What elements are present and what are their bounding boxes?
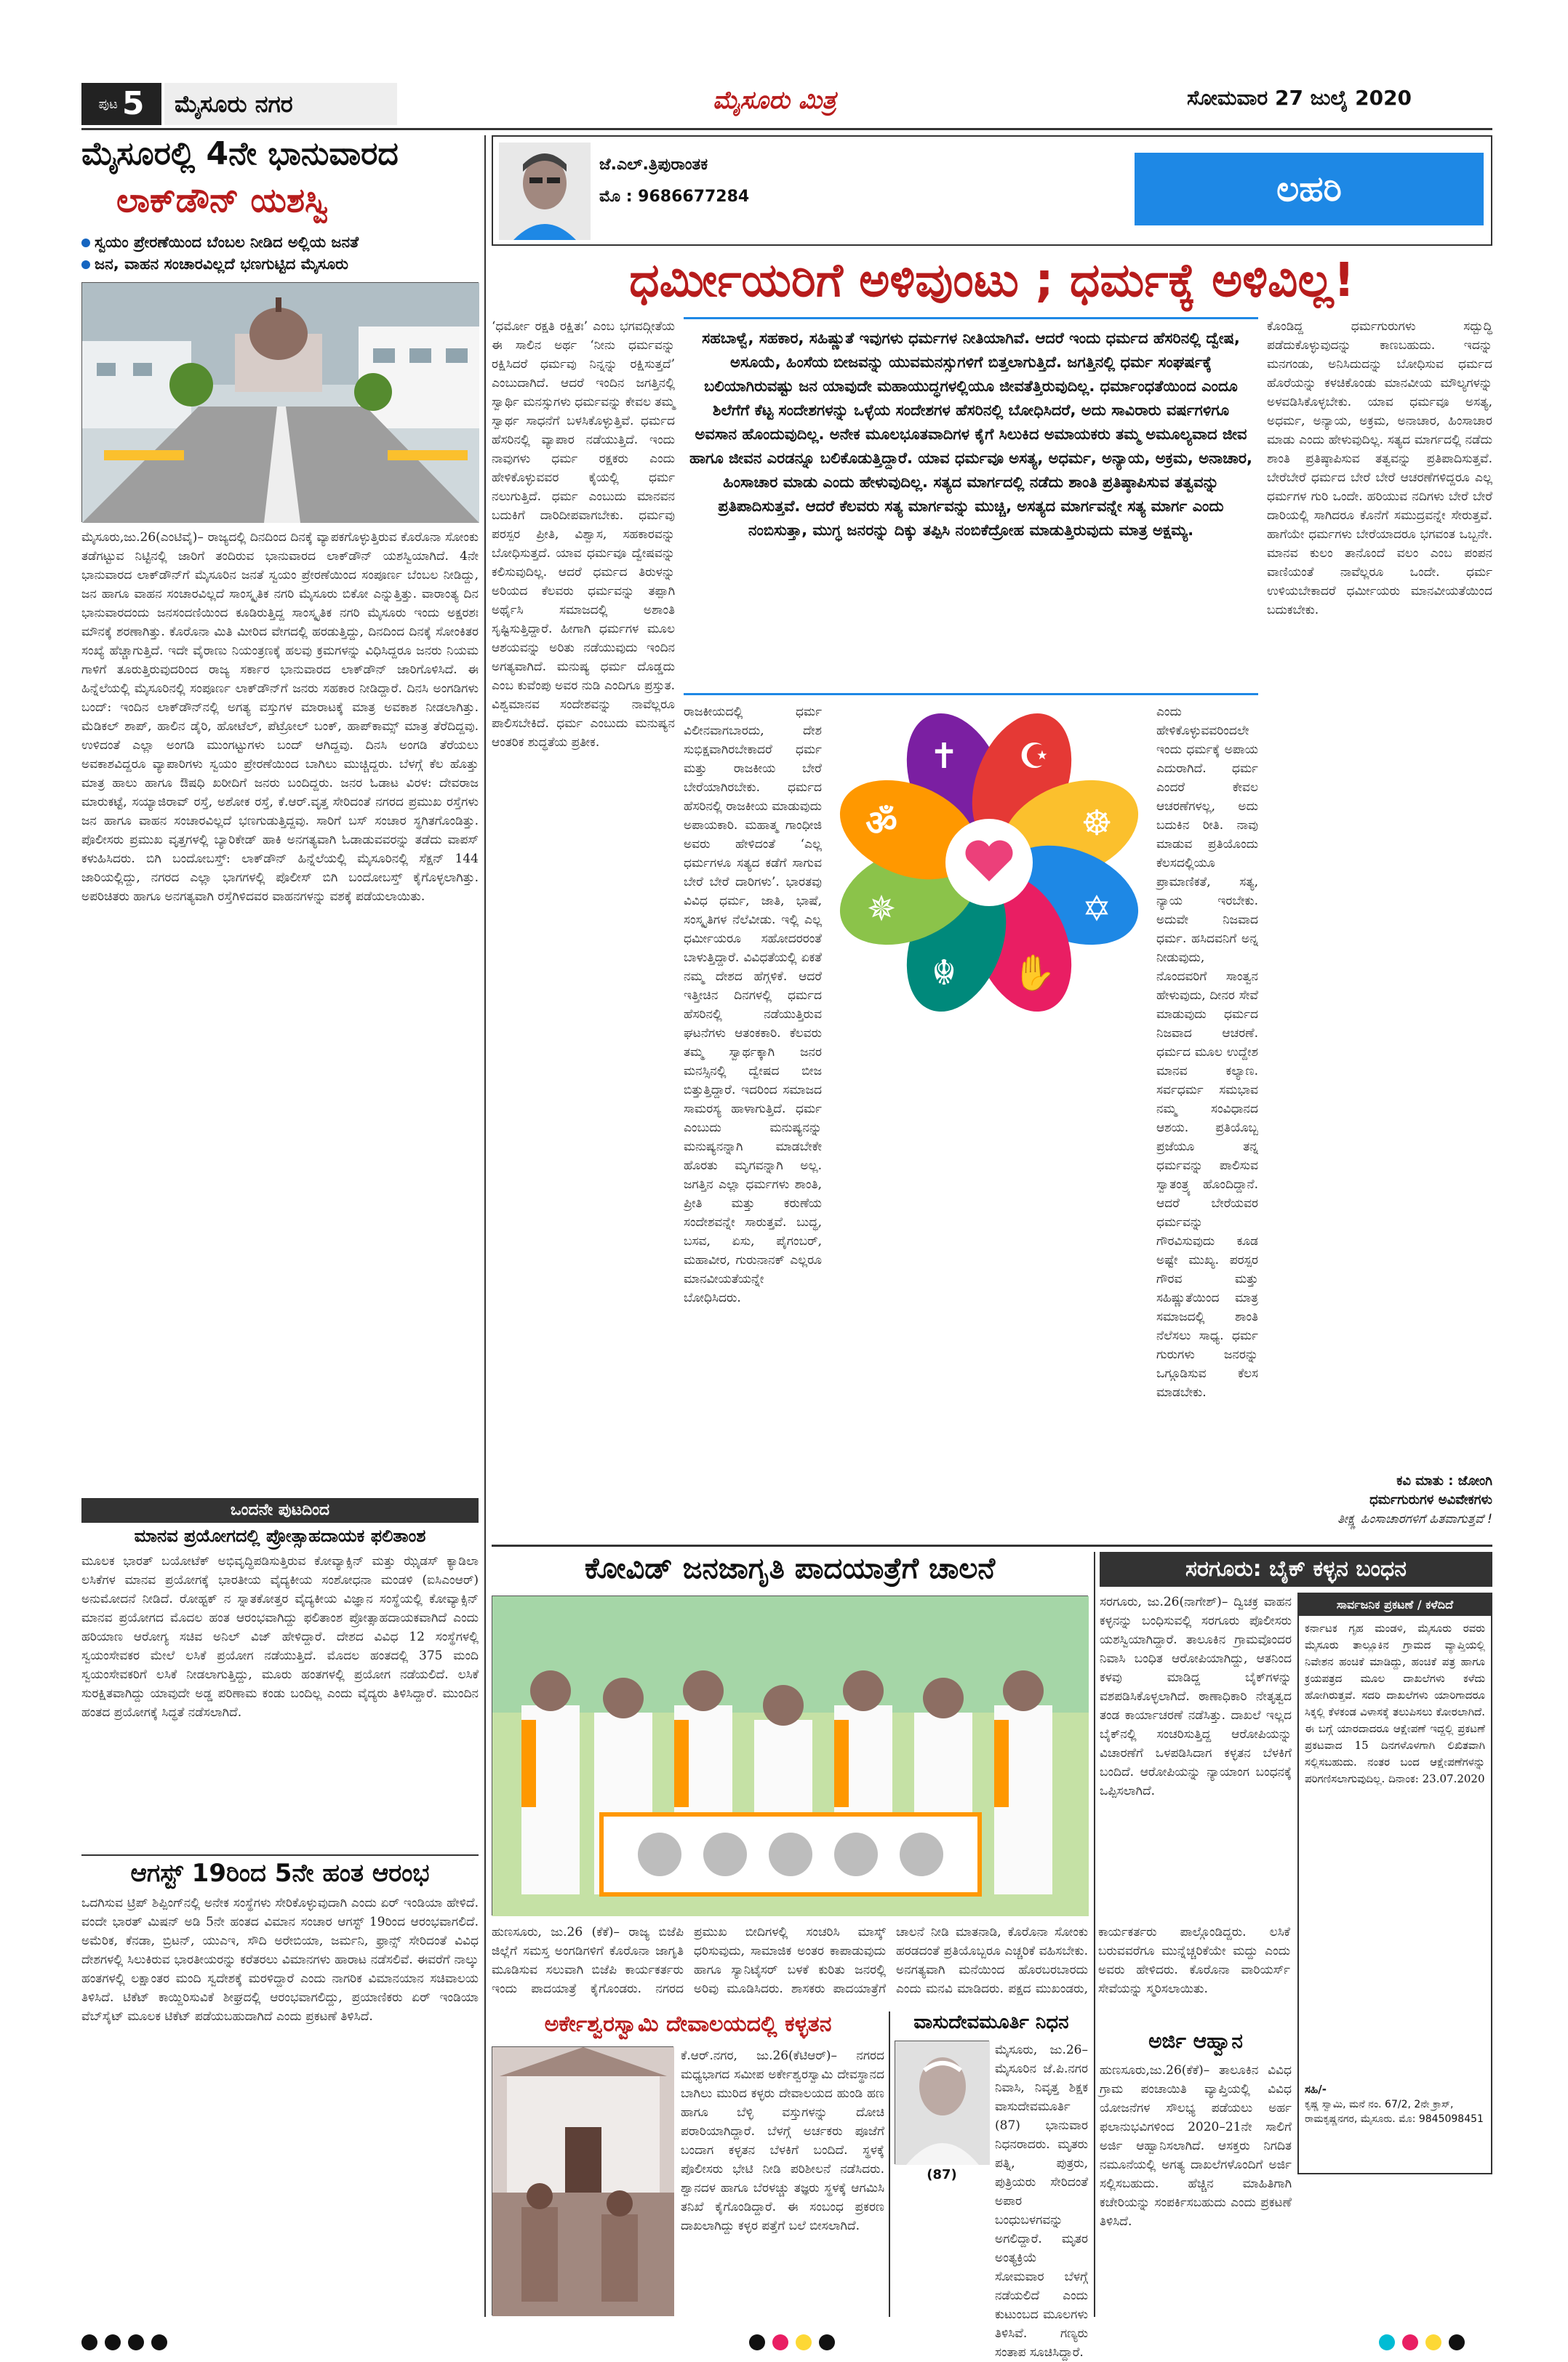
registration-dot-black-1 (81, 2334, 97, 2350)
bullet-dot-icon (81, 260, 90, 269)
lahari-bottom-rule (492, 1545, 1492, 1547)
svg-text:ॐ: ॐ (865, 803, 897, 844)
svg-text:☬: ☬ (931, 953, 957, 993)
registration-dot-yellow (796, 2334, 812, 2350)
flights-headline: ಆಗಸ್ಟ್ 19ರಿಂದ 5ನೇ ಹಂತ ಆರಂಭ (130, 1859, 430, 1888)
obituary-headline: ವಾಸುದೇವಮೂರ್ತಿ ನಿಧನ (913, 2011, 1069, 2033)
lead-bullet-1: ಸ್ವಯಂ ಪ್ರೇರಣೆಯಿಂದ ಬೆಂಬಲ ನೀಡಿದ ಅಲ್ಲಿಯ ಜನತೆ (81, 231, 479, 253)
svg-text:☸: ☸ (1081, 803, 1113, 844)
lahari-headline: ಧರ್ಮೀಯರಿಗೆ ಅಳಿವುಂಟು ; ಧರ್ಮಕ್ಕೆ ಅಳಿವಿಲ್ಲ! (629, 254, 1355, 308)
author-avatar (499, 143, 591, 240)
registration-dot-magenta (772, 2334, 788, 2350)
flashback-rule (81, 1854, 479, 1856)
lead-bullets (81, 231, 479, 275)
lahari-column-tab (1135, 153, 1484, 225)
bottom-right-divider (1094, 1552, 1095, 2317)
svg-text:✋: ✋ (1012, 953, 1056, 993)
flashback-body: ಮೂಲಕ ಭಾರತ್ ಬಯೋಟೆಕ್ ಅಭಿವೃದ್ಧಿಪಡಿಸುತ್ತಿರುವ ಕೋವ್ಯಾಕ್ಸಿನ್ ಮತ್ತು ಝೈಡಸ್ ಕ್ಯಾಡಿಲಾ ಲಸಿಕೆಗಳ ಮಾನವ ಪ್ರಯೋಗಕ್ಕೆ ಭಾರತೀಯ ವೈದ್ಯಕೀಯ ಸಂಶೋಧನಾ ಮಂಡಳಿ (ಐಸಿಎಂಆರ್) ಅನುಮೋದನೆ ನೀಡಿದೆ. ರೋಹ್ಟಕ್ ನ ಸ್ನಾತಕೋತ್ತರ ವೈದ್ಯಕೀಯ ವಿಜ್ಞಾನ ಸಂಸ್ಥೆಯಲ್ಲಿ ಕೋವ್ಯಾಕ್ಸಿನ್ ಮಾನವ ಪ್ರಯೋಗದ ಮೊದಲ ಹಂತ ಆರಂಭವಾಗಿದ್ದು ಫಲಿತಾಂಶ ಪ್ರೋತ್ಸಾಹದಾಯಕವಾಗಿದೆ ಎಂದು ಹರಿಯಾಣ ಆರೋಗ್ಯ ಸಚಿವ ಅನಿಲ್ ವಿಜ್ ಹೇಳಿದ್ದಾರೆ. ದೇಶದ ವಿವಿಧ 12 ಸಂಸ್ಥೆಗಳಲ್ಲಿ ಸ್ವಯಂಸೇವಕರ ಮೇಲೆ ಲಸಿಕೆ ಪ್ರಯೋಗ ನಡೆಯುತ್ತಿದೆ. ಮೊದಲ ಹಂತದಲ್ಲಿ 375 ಮಂದಿ ಸ್ವಯಂಸೇವಕರಿಗೆ ಲಸಿಕೆ ನೀಡಲಾಗುತ್ತಿದ್ದು, ಮೂರು ಹಂತಗಳಲ್ಲಿ ಪ್ರಯೋಗ ನಡೆಯಲಿದೆ. ಲಸಿಕೆ ಸುರಕ್ಷಿತವಾಗಿದ್ದು ಯಾವುದೇ ಅಡ್ಡ ಪರಿಣಾಮ ಕಂಡು ಬಂದಿಲ್ಲ ಎಂದು ವೈದ್ಯರು ತಿಳಿಸಿದ್ದಾರೆ. ಮುಂದಿನ ಹಂತದ ಪ್ರಯೋಗಕ್ಕೆ ಸಿದ್ಧತೆ ನಡೆಸಲಾಗಿದೆ. (81, 1554, 479, 1720)
section-title: ಮೈಸೂರು ನಗರ (175, 89, 293, 118)
public-notice-title: ಸಾರ್ವಜನಿಕ ಪ್ರಕಟಣೆ / ಕಳೆದಿದೆ (1299, 1594, 1491, 1616)
public-notice-address: ಕೃಷ್ಣ ಸ್ವಾಮಿ, ಮನೆ ನಂ. 67/2, 2ನೇ ಕ್ರಾಸ್, ರಾಮಕೃಷ್ಣನಗರ, ಮೈಸೂರು. ಮೊ: 9845098451 (1305, 2099, 1484, 2125)
lead-headline-2: ಲಾಕ್‌ಡೌನ್ ಯಶಸ್ವಿ (116, 180, 329, 220)
lahari-footer-name: ಕವಿ ಮಾತು : ಜೋಂಗಿ (1396, 1473, 1492, 1489)
notice-body: ಹುಣಸೂರು,ಜು.26(ಕೆಕೆ)– ತಾಲೂಕಿನ ವಿವಿಧ ಗ್ರಾಮ ಪಂಚಾಯಿತಿ ವ್ಯಾಪ್ತಿಯಲ್ಲಿ ವಿವಿಧ ಯೋಜನೆಗಳ ಸೌಲಭ್ಯ ಪಡೆಯಲು ಅರ್ಹ ಫಲಾನುಭವಿಗಳಿಂದ 2020–21ನೇ ಸಾಲಿಗೆ ಅರ್ಜಿ ಆಹ್ವಾನಿಸಲಾಗಿದೆ. ಆಸಕ್ತರು ನಿಗದಿತ ನಮೂನೆಯಲ್ಲಿ ಅಗತ್ಯ ದಾಖಲೆಗಳೊಂದಿಗೆ ಅರ್ಜಿ ಸಲ್ಲಿಸಬಹುದು. ಹೆಚ್ಚಿನ ಮಾಹಿತಿಗಾಗಿ ಕಚೇರಿಯನ್ನು ಸಂಪರ್ಕಿಸಬಹುದು ಎಂದು ಪ್ರಕಟಣೆ ತಿಳಿಸಿದೆ. (1100, 2063, 1292, 2229)
left-column-divider (484, 135, 486, 2317)
flashback-headline: ಮಾನವ ಪ್ರಯೋಗದಲ್ಲಿ ಪ್ರೋತ್ಸಾಹದಾಯಕ ಫಲಿತಾಂಶ (134, 1526, 426, 1546)
author-photo (499, 143, 591, 240)
lead-headline-1: ಮೈಸೂರಲ್ಲಿ 4ನೇ ಭಾನುವಾರದ (81, 135, 399, 172)
section-title-box (164, 83, 397, 125)
public-notice-signature: ಸಹಿ/- (1305, 2083, 1327, 2096)
lahari-column-c: ಎಂದು ಹೇಳಿಕೊಳ್ಳುವವರಿಂದಲೇ ಇಂದು ಧರ್ಮಕ್ಕೆ ಅಪಾಯ ಎದುರಾಗಿದೆ. ಧರ್ಮ ಎಂದರೆ ಕೇವಲ ಆಚರಣೆಗಳಲ್ಲ, ಅದು ಬದುಕಿನ ರೀತಿ. ನಾವು ಮಾಡುವ ಪ್ರತಿಯೊಂದು ಕೆಲಸದಲ್ಲಿಯೂ ಪ್ರಾಮಾಣಿಕತೆ, ಸತ್ಯ, ನ್ಯಾಯ ಇರಬೇಕು. ಅದುವೇ ನಿಜವಾದ ಧರ್ಮ. ಹಸಿದವನಿಗೆ ಅನ್ನ ನೀಡುವುದು, ನೊಂದವರಿಗೆ ಸಾಂತ್ವನ ಹೇಳುವುದು, ದೀನರ ಸೇವೆ ಮಾಡುವುದು ಧರ್ಮದ ನಿಜವಾದ ಆಚರಣೆ. ಧರ್ಮದ ಮೂಲ ಉದ್ದೇಶ ಮಾನವ ಕಲ್ಯಾಣ. ಸರ್ವಧರ್ಮ ಸಮಭಾವ ನಮ್ಮ ಸಂವಿಧಾನದ ಆಶಯ. ಪ್ರತಿಯೊಬ್ಬ ಪ್ರಜೆಯೂ ತನ್ನ ಧರ್ಮವನ್ನು ಪಾಲಿಸುವ ಸ್ವಾತಂತ್ರ್ಯ ಹೊಂದಿದ್ದಾನೆ. ಆದರೆ ಬೇರೆಯವರ ಧರ್ಮವನ್ನು ಗೌರವಿಸುವುದು ಕೂಡ ಅಷ್ಟೇ ಮುಖ್ಯ. ಪರಸ್ಪರ ಗೌರವ ಮತ್ತು ಸಹಿಷ್ಣುತೆಯಿಂದ ಮಾತ್ರ ಸಮಾಜದಲ್ಲಿ ಶಾಂತಿ ನೆಲೆಸಲು ಸಾಧ್ಯ. ಧರ್ಮ ಗುರುಗಳು ಜನರನ್ನು ಒಗ್ಗೂಡಿಸುವ ಕೆಲಸ ಮಾಡಬೇಕು. (1156, 705, 1258, 1400)
interfaith-symbols-icon (829, 702, 1149, 1022)
temple-theft-body: ಕೆ.ಆರ್.ನಗರ, ಜು.26(ಕೆಟಿಆರ್)– ನಗರದ ಮಧ್ಯಭಾಗದ ಸಮೀಪ ಅರ್ಕೇಶ್ವರಸ್ವಾಮಿ ದೇವಸ್ಥಾನದ ಬಾಗಿಲು ಮುರಿದ ಕಳ್ಳರು ದೇವಾಲಯದ ಹುಂಡಿ ಹಣ ಹಾಗೂ ಬೆಳ್ಳಿ ವಸ್ತುಗಳನ್ನು ದೋಚಿ ಪರಾರಿಯಾಗಿದ್ದಾರೆ. ಬೆಳಗ್ಗೆ ಅರ್ಚಕರು ಪೂಜೆಗೆ ಬಂದಾಗ ಕಳ್ಳತನ ಬೆಳಕಿಗೆ ಬಂದಿದೆ. ಸ್ಥಳಕ್ಕೆ ಪೊಲೀಸರು ಭೇಟಿ ನೀಡಿ ಪರಿಶೀಲನೆ ನಡೆಸಿದರು. ಶ್ವಾನದಳ ಹಾಗೂ ಬೆರಳಚ್ಚು ತಜ್ಞರು ಸ್ಥಳಕ್ಕೆ ಆಗಮಿಸಿ ತನಿಖೆ ಕೈಗೊಂಡಿದ್ದಾರೆ. ಈ ಸಂಬಂಧ ಪ್ರಕರಣ ದಾಖಲಾಗಿದ್ದು ಕಳ್ಳರ ಪತ್ತೆಗೆ ಬಲೆ ಬೀಸಲಾಗಿದೆ. (681, 2049, 884, 2233)
lahari-column-b: ರಾಜಕೀಯದಲ್ಲಿ ಧರ್ಮ ವಿಲೀನವಾಗಬಾರದು, ದೇಶ ಸುಭಿಕ್ಷವಾಗಿರಬೇಕಾದರೆ ಧರ್ಮ ಮತ್ತು ರಾಜಕೀಯ ಬೇರೆ ಬೇರೆಯಾಗಿರಬೇಕು. ಧರ್ಮದ ಹೆಸರಿನಲ್ಲಿ ರಾಜಕೀಯ ಮಾಡುವುದು ಅಪಾಯಕಾರಿ. ಮಹಾತ್ಮ ಗಾಂಧೀಜಿ ಅವರು ಹೇಳಿದಂತೆ ‘ಎಲ್ಲ ಧರ್ಮಗಳೂ ಸತ್ಯದ ಕಡೆಗೆ ಸಾಗುವ ಬೇರೆ ಬೇರೆ ದಾರಿಗಳು’. ಭಾರತವು ವಿವಿಧ ಧರ್ಮ, ಜಾತಿ, ಭಾಷೆ, ಸಂಸ್ಕೃತಿಗಳ ನೆಲೆವೀಡು. ಇಲ್ಲಿ ಎಲ್ಲ ಧರ್ಮೀಯರೂ ಸಹೋದರರಂತೆ ಬಾಳುತ್ತಿದ್ದಾರೆ. ವಿವಿಧತೆಯಲ್ಲಿ ಏಕತೆ ನಮ್ಮ ದೇಶದ ಹೆಗ್ಗಳಿಕೆ. ಆದರೆ ಇತ್ತೀಚಿನ ದಿನಗಳಲ್ಲಿ ಧರ್ಮದ ಹೆಸರಿನಲ್ಲಿ ನಡೆಯುತ್ತಿರುವ ಘಟನೆಗಳು ಆತಂಕಕಾರಿ. ಕೆಲವರು ತಮ್ಮ ಸ್ವಾರ್ಥಕ್ಕಾಗಿ ಜನರ ಮನಸ್ಸಿನಲ್ಲಿ ದ್ವೇಷದ ಬೀಜ ಬಿತ್ತುತ್ತಿದ್ದಾರೆ. ಇದರಿಂದ ಸಮಾಜದ ಸಾಮರಸ್ಯ ಹಾಳಾಗುತ್ತಿದೆ. ಧರ್ಮ ಎಂಬುದು ಮನುಷ್ಯನನ್ನು ಮನುಷ್ಯನನ್ನಾಗಿ ಮಾಡಬೇಕೇ ಹೊರತು ಮೃಗವನ್ನಾಗಿ ಅಲ್ಲ. ಜಗತ್ತಿನ ಎಲ್ಲಾ ಧರ್ಮಗಳು ಶಾಂತಿ, ಪ್ರೀತಿ ಮತ್ತು ಕರುಣೆಯ ಸಂದೇಶವನ್ನೇ ಸಾರುತ್ತವೆ. ಬುದ್ಧ, ಬಸವ, ಏಸು, ಪೈಗಂಬರ್, ಮಹಾವೀರ, ಗುರುನಾನಕ್ ಎಲ್ಲರೂ ಮಾನವೀಯತೆಯನ್ನೇ ಬೋಧಿಸಿದರು. (684, 705, 822, 1305)
lahari-highlight-text: ಸಹಬಾಳ್ವೆ, ಸಹಕಾರ, ಸಹಿಷ್ಣುತೆ ಇವುಗಳು ಧರ್ಮಗಳ ನೀತಿಯಾಗಿವೆ. ಆದರೆ ಇಂದು ಧರ್ಮದ ಹೆಸರಿನಲ್ಲಿ ದ್ವೇಷ, ಅಸೂಯೆ, ಹಿಂಸೆಯ ಬೀಜವನ್ನು ಯುವಮನಸ್ಸುಗಳಿಗೆ ಬಿತ್ತಲಾಗುತ್ತಿದೆ. ಜಗತ್ತಿನಲ್ಲಿ ಧರ್ಮ ಸಂಘರ್ಷಕ್ಕೆ ಬಲಿಯಾಗಿರುವಷ್ಟು ಜನ ಯಾವುದೇ ಮಹಾಯುದ್ಧಗಳಲ್ಲಿಯೂ ಜೀವತೆತ್ತಿರುವುದಿಲ್ಲ. ಧರ್ಮಾಂಧತೆಯಿಂದ ಎಂದೂ ಶಿಲೆಗೆಗೆ ಕೆಟ್ಟ ಸಂದೇಶಗಳನ್ನು ಒಳ್ಳೆಯ ಸಂದೇಶಗಳ ಹೆಸರಿನಲ್ಲಿ ಬೋಧಿಸಿದರೆ, ಅದು ಸಾವಿರಾರು ವರ್ಷಗಳಿಗೂ ಅವಸಾನ ಹೊಂದುವುದಿಲ್ಲ. ಅನೇಕ ಮೂಲಭೂತವಾದಿಗಳ ಕೈಗೆ ಸಿಲುಕಿದ ಅಮಾಯಕರು ತಮ್ಮ ಅಮೂಲ್ಯವಾದ ಜೀವ ಹಾಗೂ ಜೀವನ ಎರಡನ್ನೂ ಬಲಿಕೊಡುತ್ತಿದ್ದಾರೆ. ಯಾವ ಧರ್ಮವೂ ಅಸತ್ಯ, ಅಧರ್ಮ, ಅನ್ಯಾಯ, ಅಕ್ರಮ, ಅನಾಚಾರ, ಹಿಂಸಾಚಾರ ಮಾಡು ಎಂದು ಹೇಳುವುದಿಲ್ಲ. ಸತ್ಯದ ಮಾರ್ಗದಲ್ಲಿ ನಡೆದು ಶಾಂತಿ ಪ್ರತಿಷ್ಠಾಪಿಸುವ ತತ್ವವನ್ನು ಪ್ರತಿಪಾದಿಸುತ್ತವೆ. ಆದರೆ ಕೆಲವರು ಸತ್ಯ ಮಾರ್ಗವನ್ನು ಮುಚ್ಚಿ, ಅಸತ್ಯದ ಮಾರ್ಗವನ್ನೇ ಸತ್ಯ ಮಾರ್ಗ ಎಂದು ನಂಬಿಸುತ್ತಾ, ಮುಗ್ಧ ಜನರನ್ನು ದಿಕ್ಕು ತಪ್ಪಿಸಿ ನಂಬಿಕೆದ್ರೋಹ ಮಾಡುತ್ತಿರುವುದು ಮಾತ್ರ ಅಕ್ಷಮ್ಯ. (689, 329, 1252, 539)
page-number-badge (81, 83, 161, 125)
obituary-portrait (895, 2041, 990, 2165)
registration-dot-black-4 (151, 2334, 167, 2350)
registration-dot-black-3 (128, 2334, 144, 2350)
bike-thief-body: ಸರಗೂರು, ಜು.26(ನಾಗೇಶ್)– ದ್ವಿಚಕ್ರ ವಾಹನ ಕಳ್ಳನನ್ನು ಬಂಧಿಸುವಲ್ಲಿ ಸರಗೂರು ಪೊಲೀಸರು ಯಶಸ್ವಿಯಾಗಿದ್ದಾರೆ. ತಾಲೂಕಿನ ಗ್ರಾಮವೊಂದರ ನಿವಾಸಿ ಬಂಧಿತ ಆರೋಪಿಯಾಗಿದ್ದು, ಆತನಿಂದ ಕಳವು ಮಾಡಿದ್ದ ಬೈಕ್‌ಗಳನ್ನು ವಶಪಡಿಸಿಕೊಳ್ಳಲಾಗಿದೆ. ಠಾಣಾಧಿಕಾರಿ ನೇತೃತ್ವದ ತಂಡ ಕಾರ್ಯಾಚರಣೆ ನಡೆಸಿತ್ತು. ದಾಖಲೆ ಇಲ್ಲದ ಬೈಕ್‌ನಲ್ಲಿ ಸಂಚರಿಸುತ್ತಿದ್ದ ಆರೋಪಿಯನ್ನು ವಿಚಾರಣೆಗೆ ಒಳಪಡಿಸಿದಾಗ ಕಳ್ಳತನ ಬೆಳಕಿಗೆ ಬಂದಿದೆ. ಆರೋಪಿಯನ್ನು ನ್ಯಾಯಾಂಗ ಬಂಧನಕ್ಕೆ ಒಪ್ಪಿಸಲಾಗಿದೆ. (1100, 1595, 1292, 1798)
registration-dot-cyan (1379, 2334, 1395, 2350)
page-label: ಪುಟ (98, 96, 118, 112)
temple-theft-headline: ಅರ್ಕೇಶ್ವರಸ್ವಾಮಿ ದೇವಾಲಯದಲ್ಲಿ ಕಳ್ಳತನ (544, 2011, 832, 2037)
lead-photo-empty-street (81, 282, 479, 522)
rally-crowd-illustration (492, 1596, 1089, 1916)
street-scene-illustration (82, 283, 479, 523)
obituary-body: ಮೈಸೂರು, ಜು.26– ಮೈಸೂರಿನ ಜೆ.ಪಿ.ನಗರ ನಿವಾಸಿ, ನಿವೃತ್ತ ಶಿಕ್ಷಕ ವಾಸುದೇವಮೂರ್ತಿ (87) ಭಾನುವಾರ ನಿಧನರಾದರು. ಮೃತರು ಪತ್ನಿ, ಪುತ್ರರು, ಪುತ್ರಿಯರು ಸೇರಿದಂತೆ ಅಪಾರ ಬಂಧುಬಳಗವನ್ನು ಅಗಲಿದ್ದಾರೆ. ಮೃತರ ಅಂತ್ಯಕ್ರಿಯೆ ಸೋಮವಾರ ಬೆಳಗ್ಗೆ ನಡೆಯಲಿದೆ ಎಂದು ಕುಟುಂಬದ ಮೂಲಗಳು ತಿಳಿಸಿವೆ. ಗಣ್ಯರು ಸಂತಾಪ ಸೂಚಿಸಿದ್ದಾರೆ. (995, 2043, 1088, 2360)
lead-bullet-2: ಜನ, ವಾಹನ ಸಂಚಾರವಿಲ್ಲದೆ ಭಣಗುಟ್ಟಿದ ಮೈಸೂರು (81, 253, 479, 275)
bike-thief-headline: ಸರಗೂರು: ಬೈಕ್ ಕಳ್ಳನ ಬಂಧನ (1100, 1552, 1492, 1587)
lahari-footer (1267, 1472, 1492, 1537)
svg-text:✝: ✝ (929, 736, 959, 777)
covid-rally-photo (492, 1596, 1088, 1915)
covid-rally-headline: ಕೋವಿಡ್ ಜನಜಾಗೃತಿ ಪಾದಯಾತ್ರೆಗೆ ಚಾಲನೆ (584, 1552, 996, 1585)
lead-body: ಮೈಸೂರು,ಜು.26(ಎಂಟಿವೈ)– ರಾಜ್ಯದಲ್ಲಿ ದಿನದಿಂದ ದಿನಕ್ಕೆ ವ್ಯಾಪಕಗೊಳ್ಳುತ್ತಿರುವ ಕೊರೊನಾ ಸೋಂಕು ತಡೆಗಟ್ಟುವ ನಿಟ್ಟಿನಲ್ಲಿ ಜಾರಿಗೆ ತಂದಿರುವ ಭಾನುವಾರದ ಲಾಕ್‌ಡೌನ್ ಯಶಸ್ವಿಯಾಗಿದೆ. 4ನೇ ಭಾನುವಾರದ ಲಾಕ್‌ಡೌನ್‌ಗೆ ಮೈಸೂರಿನ ಜನತೆ ಸ್ವಯಂ ಪ್ರೇರಣೆಯಿಂದ ಸಂಪೂರ್ಣ ಬೆಂಬಲ ನೀಡಿದ್ದು, ಜನ ಹಾಗೂ ವಾಹನ ಸಂಚಾರವಿಲ್ಲದೆ ಸಾಂಸ್ಕೃತಿಕ ನಗರಿ ಮೈಸೂರು ಬಿಕೋ ಎನ್ನುತ್ತಿತ್ತು. ವಾರಾಂತ್ಯ ದಿನ ಭಾನುವಾರದಂದು ಜನಸಂದಣಿಯಿಂದ ಕೂಡಿರುತ್ತಿದ್ದ ಸಾಂಸ್ಕೃತಿಕ ನಗರಿ ಮೈಸೂರು ಇಂದು ಅಕ್ಷರಶಃ ಮೌನಕ್ಕೆ ಶರಣಾಗಿತ್ತು. ಕೊರೊನಾ ಮಿತಿ ಮೀರಿದ ವೇಗದಲ್ಲಿ ಹರಡುತ್ತಿದ್ದು, ದಿನದಿಂದ ದಿನಕ್ಕೆ ಸೋಂಕಿತರ ಸಂಖ್ಯೆ ಹೆಚ್ಚಾಗುತ್ತಿದೆ. ಇದೇ ವೈರಾಣು ನಿಯಂತ್ರಣಕ್ಕೆ ಹಲವು ಕ್ರಮಗಳನ್ನು ವಿಧಿಸಿದ್ದರೂ ಜನರು ನಿಯಮ ಗಾಳಿಗೆ ತೂರುತ್ತಿರುವುದರಿಂದ ರಾಜ್ಯ ಸರ್ಕಾರ ಭಾನುವಾರದ ಲಾಕ್‌ಡೌನ್ ಜಾರಿಗೊಳಿಸಿದೆ. ಈ ಹಿನ್ನೆಲೆಯಲ್ಲಿ ಮೈಸೂರಿನಲ್ಲಿ ಸಂಪೂರ್ಣ ಲಾಕ್‌ಡೌನ್‌ಗೆ ಜನರು ಸಹಕಾರ ನೀಡಿದ್ದಾರೆ. ದಿನಸಿ ಅಂಗಡಿಗಳು ಬಂದ್: ಇಂದಿನ ಲಾಕ್‌ಡೌನ್‌ನಲ್ಲಿ ಅಗತ್ಯ ವಸ್ತುಗಳ ಮಾರಾಟಕ್ಕೆ ಮಾತ್ರ ಅವಕಾಶ ನೀಡಲಾಗಿತ್ತು. ಮೆಡಿಕಲ್ ಶಾಪ್, ಹಾಲಿನ ಡೈರಿ, ಹೋಟೆಲ್, ಪೆಟ್ರೋಲ್ ಬಂಕ್, ಹಾಪ್‌ಕಾಮ್ಸ್ ಮಾತ್ರ ತೆರೆದಿದ್ದವು. ಉಳಿದಂತೆ ಎಲ್ಲಾ ಅಂಗಡಿ ಮುಂಗಟ್ಟುಗಳು ಬಂದ್ ಆಗಿದ್ದವು. ದಿನಸಿ ಅಂಗಡಿ ತೆರೆಯಲು ಅವಕಾಶವಿದ್ದರೂ ವ್ಯಾಪಾರಿಗಳು ಸ್ವಯಂ ಪ್ರೇರಣೆಯಿಂದ ಬಾಗಿಲು ಮುಚ್ಚಿದ್ದರು. ಬೆಳಗ್ಗೆ ಕೆಲ ಹೊತ್ತು ಮಾತ್ರ ಹಾಲು ಹಾಗೂ ಔಷಧಿ ಖರೀದಿಗೆ ಜನರು ಬಂದಿದ್ದರು. ಜನರ ಓಡಾಟ ವಿರಳ: ದೇವರಾಜ ಮಾರುಕಟ್ಟೆ, ಸಯ್ಯಾಜಿರಾವ್ ರಸ್ತೆ, ಅಶೋಕ ರಸ್ತೆ, ಕೆ.ಆರ್.ವೃತ್ತ ಸೇರಿದಂತೆ ನಗರದ ಪ್ರಮುಖ ರಸ್ತೆಗಳು ಜನ ಹಾಗೂ ವಾಹನ ಸಂಚಾರವಿಲ್ಲದೆ ಭಣಗುಡುತ್ತಿದ್ದವು. ಸಾರಿಗೆ ಬಸ್ ಸಂಚಾರ ಸ್ಥಗಿತಗೊಂಡಿತ್ತು. ಪೊಲೀಸರು ಪ್ರಮುಖ ವೃತ್ತಗಳಲ್ಲಿ ಬ್ಯಾರಿಕೇಡ್ ಹಾಕಿ ಅನಗತ್ಯವಾಗಿ ಓಡಾಡುವವರನ್ನು ತಡೆದು ವಾಪಸ್ ಕಳುಹಿಸಿದರು. ಬಿಗಿ ಬಂದೋಬಸ್ತ್: ಲಾಕ್‌ಡೌನ್ ಹಿನ್ನೆಲೆಯಲ್ಲಿ ಮೈಸೂರಿನಲ್ಲಿ ಸೆಕ್ಷನ್ 144 ಜಾರಿಯಲ್ಲಿದ್ದು, ನಗರದ ಎಲ್ಲಾ ಭಾಗಗಳಲ್ಲಿ ಪೊಲೀಸ್ ಬಿಗಿ ಬಂದೋಬಸ್ತ್ ಕೈಗೊಳ್ಳಲಾಗಿತ್ತು. ಅಪರಿಚಿತರು ಹಾಗೂ ಅನಗತ್ಯವಾಗಿ ರಸ್ತೆಗಿಳಿದವರ ವಾಹನಗಳನ್ನು ವಶಕ್ಕೆ ಪಡೆಯಲಾಯಿತು. (81, 530, 479, 904)
registration-dot-magenta-2 (1402, 2334, 1418, 2350)
religions-flower-graphic (829, 702, 1149, 1022)
lahari-column-a: ‘ಧರ್ಮೋ ರಕ್ಷತಿ ರಕ್ಷಿತಃ’ ಎಂಬ ಭಗವದ್ಗೀತೆಯ ಈ ಸಾಲಿನ ಅರ್ಥ ‘ನೀನು ಧರ್ಮವನ್ನು ರಕ್ಷಿಸಿದರೆ ಧರ್ಮವು ನಿನ್ನನ್ನು ರಕ್ಷಿಸುತ್ತದೆ’ ಎಂಬುದಾಗಿದೆ. ಆದರೆ ಇಂದಿನ ಜಗತ್ತಿನಲ್ಲಿ ಸ್ವಾರ್ಥಿ ಮನಸ್ಸುಗಳು ಧರ್ಮವನ್ನು ಕೇವಲ ತಮ್ಮ ಸ್ವಾರ್ಥ ಸಾಧನೆಗೆ ಬಳಸಿಕೊಳ್ಳುತ್ತಿವೆ. ಧರ್ಮದ ಹೆಸರಿನಲ್ಲಿ ವ್ಯಾಪಾರ ನಡೆಯುತ್ತಿದೆ. ಇಂದು ನಾವುಗಳು ಧರ್ಮ ರಕ್ಷಕರು ಎಂದು ಹೇಳಿಕೊಳ್ಳುವವರ ಕೈಯಲ್ಲಿ ಧರ್ಮ ನಲುಗುತ್ತಿದೆ. ಧರ್ಮ ಎಂಬುದು ಮಾನವನ ಬದುಕಿಗೆ ದಾರಿದೀಪವಾಗಬೇಕು. ಧರ್ಮವು ಪರಸ್ಪರ ಪ್ರೀತಿ, ವಿಶ್ವಾಸ, ಸಹಕಾರವನ್ನು ಬೋಧಿಸುತ್ತದೆ. ಯಾವ ಧರ್ಮವೂ ದ್ವೇಷವನ್ನು ಕಲಿಸುವುದಿಲ್ಲ. ಆದರೆ ಧರ್ಮದ ತಿರುಳನ್ನು ಅರಿಯದ ಕೆಲವರು ಧರ್ಮವನ್ನು ತಪ್ಪಾಗಿ ಅರ್ಥೈಸಿ ಸಮಾಜದಲ್ಲಿ ಅಶಾಂತಿ ಸೃಷ್ಟಿಸುತ್ತಿದ್ದಾರೆ. ಹೀಗಾಗಿ ಧರ್ಮಗಳ ಮೂಲ ಆಶಯವನ್ನು ಅರಿತು ನಡೆಯುವುದು ಇಂದಿನ ಅಗತ್ಯವಾಗಿದೆ. ಮನುಷ್ಯ ಧರ್ಮ ದೊಡ್ಡದು ಎಂಬ ಕುವೆಂಪು ಅವರ ನುಡಿ ಎಂದಿಗೂ ಪ್ರಸ್ತುತ. ವಿಶ್ವಮಾನವ ಸಂದೇಶವನ್ನು ನಾವೆಲ್ಲರೂ ಪಾಲಿಸಬೇಕಿದೆ. ಧರ್ಮ ಎಂಬುದು ಮನುಷ್ಯನ ಆಂತರಿಕ ಶುದ್ಧತೆಯ ಪ್ರತೀಕ. (492, 319, 675, 750)
svg-text:✡: ✡ (1081, 889, 1112, 929)
author-phone: ಮೊ : 9686677284 (599, 188, 750, 206)
registration-dot-black-6 (819, 2334, 835, 2350)
lahari-column-name: ಲಹರಿ (1276, 168, 1342, 209)
bullet-dot-icon (81, 239, 90, 247)
masthead-rule (81, 128, 1492, 130)
flashback-label: ಒಂದನೇ ಪುಟದಿಂದ (81, 1498, 479, 1523)
public-notice-body: ಕರ್ನಾಟಕ ಗೃಹ ಮಂಡಳಿ, ಮೈಸೂರು ರವರು ಮೈಸೂರು ತಾಲ್ಲೂಕಿನ ಗ್ರಾಮದ ವ್ಯಾಪ್ತಿಯಲ್ಲಿ ನಿವೇಶನ ಹಂಚಿಕೆ ಮಾಡಿದ್ದು, ಹಂಚಿಕೆ ಪತ್ರ ಹಾಗೂ ಕ್ರಯಪತ್ರದ ಮೂಲ ದಾಖಲೆಗಳು ಕಳೆದು ಹೋಗಿರುತ್ತವೆ. ಸದರಿ ದಾಖಲೆಗಳು ಯಾರಿಗಾದರೂ ಸಿಕ್ಕಲ್ಲಿ ಕೆಳಕಂಡ ವಿಳಾಸಕ್ಕೆ ತಲುಪಿಸಲು ಕೋರಲಾಗಿದೆ. ಈ ಬಗ್ಗೆ ಯಾರದಾದರೂ ಆಕ್ಷೇಪಣೆ ಇದ್ದಲ್ಲಿ ಪ್ರಕಟಣೆ ಪ್ರಕಟವಾದ 15 ದಿನಗಳೊಳಗಾಗಿ ಲಿಖಿತವಾಗಿ ಸಲ್ಲಿಸಬಹುದು. ನಂತರ ಬಂದ ಆಕ್ಷೇಪಣೆಗಳನ್ನು ಪರಿಗಣಿಸಲಾಗುವುದಿಲ್ಲ. ದಿನಾಂಕ: 23.07.2020 (1305, 1622, 1485, 1785)
svg-text:✵: ✵ (866, 889, 897, 929)
svg-text:☪: ☪ (1018, 736, 1050, 777)
police-at-temple-illustration (492, 2047, 674, 2316)
obituary-age: (87) (927, 2167, 957, 2182)
registration-dot-black-2 (105, 2334, 121, 2350)
registration-dot-black-7 (1449, 2334, 1465, 2350)
lahari-footer-line1: ಧರ್ಮಗುರುಗಳ ಅವಿವೇಕಗಳು (1369, 1492, 1492, 1508)
issue-date: ಸೋಮವಾರ 27 ಜುಲೈ 2020 (1187, 86, 1412, 110)
paper-name: ಮೈಸೂರು ಮಿತ್ರ (713, 86, 836, 115)
lahari-footer-line2: ತೀಕ್ಷ್ಣ ಹಿಂಸಾಚಾರಗಳಿಗೆ ಹಿತವಾಗುತ್ತವೆ ! (1337, 1512, 1492, 1526)
lahari-highlight-box (684, 317, 1258, 695)
registration-dot-yellow-2 (1425, 2334, 1441, 2350)
obituary-divider (889, 2011, 890, 2317)
author-name: ಜೆ.ಎಲ್.ತ್ರಿಪುರಾಂತಕ (599, 156, 708, 174)
flights-body: ಒದಗಿಸುವ ಟ್ರಿಪ್ ಶಿಪ್ಪಿಂಗ್‌ನಲ್ಲಿ ಅನೇಕ ಸಂಸ್ಥೆಗಳು ಸೇರಿಕೊಳ್ಳುವುದಾಗಿ ಎಂದು ಏರ್ ಇಂಡಿಯಾ ಹೇಳಿದೆ. ವಂದೇ ಭಾರತ್ ಮಿಷನ್ ಅಡಿ 5ನೇ ಹಂತದ ವಿಮಾನ ಸಂಚಾರ ಆಗಸ್ಟ್ 19ರಿಂದ ಆರಂಭವಾಗಲಿದೆ. ಅಮೆರಿಕ, ಕೆನಡಾ, ಬ್ರಿಟನ್, ಯುಎಇ, ಸೌದಿ ಅರೇಬಿಯಾ, ಜರ್ಮನಿ, ಫ್ರಾನ್ಸ್ ಸೇರಿದಂತೆ ವಿವಿಧ ದೇಶಗಳಲ್ಲಿ ಸಿಲುಕಿರುವ ಭಾರತೀಯರನ್ನು ಕರೆತರಲು ವಿಮಾನಗಳು ಹಾರಾಟ ನಡೆಸಲಿವೆ. ಈವರೆಗೆ ನಾಲ್ಕು ಹಂತಗಳಲ್ಲಿ ಲಕ್ಷಾಂತರ ಮಂದಿ ಸ್ವದೇಶಕ್ಕೆ ಮರಳಿದ್ದಾರೆ ಎಂದು ನಾಗರಿಕ ವಿಮಾನಯಾನ ಸಚಿವಾಲಯ ತಿಳಿಸಿದೆ. ಟಿಕೆಟ್ ಕಾಯ್ದಿರಿಸುವಿಕೆ ಶೀಘ್ರದಲ್ಲಿ ಆರಂಭವಾಗಲಿದ್ದು, ಪ್ರಯಾಣಿಕರು ಏರ್ ಇಂಡಿಯಾ ವೆಬ್‌ಸೈಟ್ ಮೂಲಕ ಟಿಕೆಟ್ ಪಡೆಯಬಹುದಾಗಿದೆ ಎಂದು ಪ್ರಕಟಣೆ ತಿಳಿಸಿದೆ. (81, 1896, 479, 2024)
lahari-column-d: ಕೊಂಡಿದ್ದ ಧರ್ಮಗುರುಗಳು ಸದ್ಬುದ್ಧಿ ಪಡೆದುಕೊಳ್ಳುವುದನ್ನು ಕಾಣಬಹುದು. ಇದನ್ನು ಮನಗಂಡು, ಅನಿಸಿದುದನ್ನು ಬೋಧಿಸುವ ಧರ್ಮದ ಹೊರೆಯನ್ನು ಕಳಚಿಕೊಂಡು ಮಾನವೀಯ ಮೌಲ್ಯಗಳನ್ನು ಅಳವಡಿಸಿಕೊಳ್ಳಬೇಕು. ಯಾವ ಧರ್ಮವೂ ಅಸತ್ಯ, ಅಧರ್ಮ, ಅನ್ಯಾಯ, ಅಕ್ರಮ, ಅನಾಚಾರ, ಹಿಂಸಾಚಾರ ಮಾಡು ಎಂದು ಹೇಳುವುದಿಲ್ಲ. ಸತ್ಯದ ಮಾರ್ಗದಲ್ಲಿ ನಡೆದು ಶಾಂತಿ ಪ್ರತಿಷ್ಠಾಪಿಸುವ ತತ್ವವನ್ನು ಪ್ರತಿಪಾದಿಸುತ್ತವೆ. ಬೇರೆಬೇರೆ ಧರ್ಮದ ಬೇರೆ ಬೇರೆ ಆಚರಣೆಗಳಿದ್ದರೂ ಎಲ್ಲ ಧರ್ಮಗಳ ಗುರಿ ಒಂದೇ. ಹರಿಯುವ ನದಿಗಳು ಬೇರೆ ಬೇರೆ ದಾರಿಯಲ್ಲಿ ಸಾಗಿದರೂ ಕೊನೆಗೆ ಸಮುದ್ರವನ್ನೇ ಸೇರುತ್ತವೆ. ಹಾಗೆಯೇ ಧರ್ಮಗಳು ಬೇರೆಯಾದರೂ ಭಗವಂತ ಒಬ್ಬನೇ. ಮಾನವ ಕುಲಂ ತಾನೊಂದೆ ವಲಂ ಎಂಬ ಪಂಪನ ವಾಣಿಯಂತೆ ನಾವೆಲ್ಲರೂ ಒಂದೇ. ಧರ್ಮ ಉಳಿಯಬೇಕಾದರೆ ಧರ್ಮೀಯರು ಮಾನವೀಯತೆಯಿಂದ ಬದುಕಬೇಕು. (1267, 319, 1492, 617)
covid-rally-body: ಹುಣಸೂರು, ಜು.26 (ಕೆಕೆ)– ರಾಜ್ಯ ಬಿಜೆಪಿ ಜಿಲ್ಲೆಗೆ ಸಮಸ್ತ ಅಂಗಡಿಗಳಿಗೆ ಕೊರೊನಾ ಜಾಗೃತಿ ಮೂಡಿಸುವ ಸಲುವಾಗಿ ಬಿಜೆಪಿ ಕಾರ್ಯಕರ್ತರು ಇಂದು ಪಾದಯಾತ್ರೆ ಕೈಗೊಂಡರು. ನಗರದ ಪ್ರಮುಖ ಬೀದಿಗಳಲ್ಲಿ ಸಂಚರಿಸಿ ಮಾಸ್ಕ್ ಧರಿಸುವುದು, ಸಾಮಾಜಿಕ ಅಂತರ ಕಾಪಾಡುವುದು ಹಾಗೂ ಸ್ಯಾನಿಟೈಸರ್ ಬಳಕೆ ಕುರಿತು ಜನರಲ್ಲಿ ಅರಿವು ಮೂಡಿಸಿದರು. ಶಾಸಕರು ಪಾದಯಾತ್ರೆಗೆ ಚಾಲನೆ ನೀಡಿ ಮಾತನಾಡಿ, ಕೊರೊನಾ ಸೋಂಕು ಹರಡದಂತೆ ಪ್ರತಿಯೊಬ್ಬರೂ ಎಚ್ಚರಿಕೆ ವಹಿಸಬೇಕು. ಅನಗತ್ಯವಾಗಿ ಮನೆಯಿಂದ ಹೊರಬರಬಾರದು ಎಂದು ಮನವಿ ಮಾಡಿದರು. ಪಕ್ಷದ ಮುಖಂಡರು, ಕಾರ್ಯಕರ್ತರು ಪಾಲ್ಗೊಂಡಿದ್ದರು. ಲಸಿಕೆ ಬರುವವರೆಗೂ ಮುನ್ನೆಚ್ಚರಿಕೆಯೇ ಮದ್ದು ಎಂದು ಅವರು ಹೇಳಿದರು. ಕೊರೊನಾ ವಾರಿಯರ್ಸ್ ಸೇವೆಯನ್ನು ಸ್ಮರಿಸಲಾಯಿತು. (492, 1925, 1290, 1996)
obituary-photo (895, 2041, 989, 2164)
notice-headline: ಅರ್ಜಿ ಆಹ್ವಾನ (1148, 2029, 1243, 2053)
registration-dot-black-5 (749, 2334, 765, 2350)
temple-theft-photo (492, 2046, 673, 2315)
page-number: 5 (121, 85, 145, 122)
public-notice-box (1297, 1593, 1492, 2174)
